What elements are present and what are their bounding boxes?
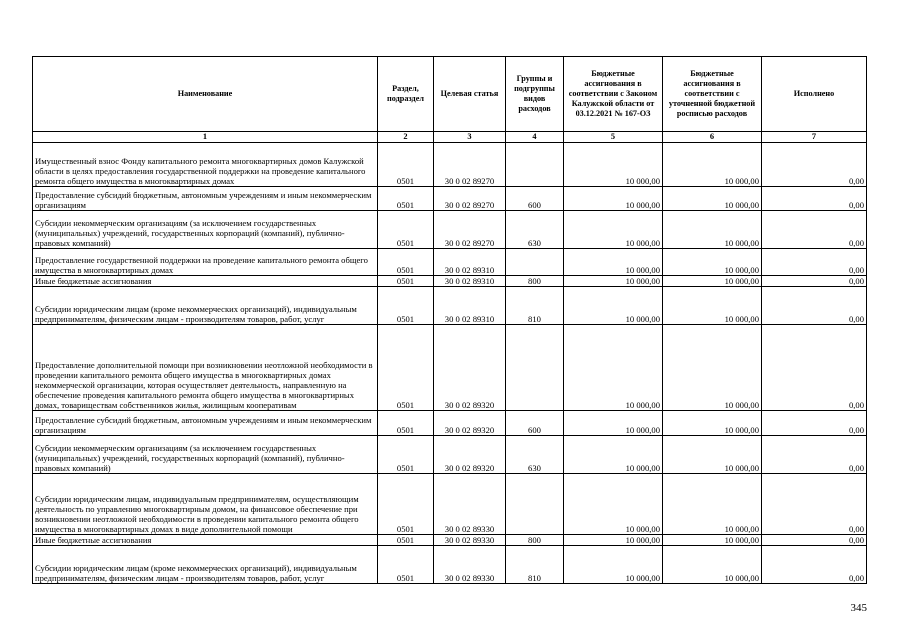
row-group: 630 (506, 436, 564, 474)
table-row (33, 187, 867, 211)
row-law-amount: 10 000,00 (564, 436, 663, 474)
row-group: 810 (506, 546, 564, 584)
row-name: Предоставление государственной поддержки на проведение капитального ремонта общего имущества в многоквартирных домах (33, 249, 378, 276)
table-row (33, 474, 867, 535)
row-refined-amount: 10 000,00 (663, 249, 762, 276)
row-target: 30 0 02 89320 (434, 325, 506, 411)
column-number: 3 (434, 132, 506, 143)
row-target: 30 0 02 89320 (434, 436, 506, 474)
row-target: 30 0 02 89310 (434, 276, 506, 287)
table-row (33, 546, 867, 584)
row-target: 30 0 02 89320 (434, 411, 506, 436)
row-target: 30 0 02 89270 (434, 143, 506, 187)
row-name: Субсидии юридическим лицам (кроме некоммерческих организаций), индивидуальным предпринимателям, физическим лицам - производителям товаров, работ, услуг (33, 546, 378, 584)
row-name: Субсидии некоммерческим организациям (за исключением государственных (муниципальных) учреждений, государственных корпораций (компаний), публично-правовых компаний) (33, 211, 378, 249)
row-group (506, 249, 564, 276)
row-executed-amount: 0,00 (762, 411, 867, 436)
header-section: Раздел, подраздел (378, 57, 434, 132)
row-law-amount: 10 000,00 (564, 535, 663, 546)
header-name: Наименование (33, 57, 378, 132)
table-row (33, 411, 867, 436)
page-number: 345 (850, 602, 867, 614)
row-law-amount: 10 000,00 (564, 411, 663, 436)
table-row (33, 287, 867, 325)
row-refined-amount: 10 000,00 (663, 187, 762, 211)
row-section: 0501 (378, 411, 434, 436)
row-section: 0501 (378, 436, 434, 474)
column-number-row (33, 132, 867, 143)
table-row (33, 276, 867, 287)
row-executed-amount: 0,00 (762, 211, 867, 249)
row-refined-amount: 10 000,00 (663, 143, 762, 187)
row-law-amount: 10 000,00 (564, 287, 663, 325)
header-refined-allocations: Бюджетные ассигнования в соответствии с уточненной бюджетной росписью расходов (663, 57, 762, 132)
row-executed-amount: 0,00 (762, 249, 867, 276)
row-group: 600 (506, 411, 564, 436)
row-section: 0501 (378, 325, 434, 411)
row-section: 0501 (378, 474, 434, 535)
row-name: Иные бюджетные ассигнования (33, 276, 378, 287)
row-target: 30 0 02 89330 (434, 535, 506, 546)
row-law-amount: 10 000,00 (564, 474, 663, 535)
table-row (33, 535, 867, 546)
row-name: Субсидии юридическим лицам, индивидуальным предпринимателям, осуществляющим деятельность по управлению многоквартирным домом, на финансовое обеспечение при возникновении неотложной необходимости в проведении капитального ремонта общего имущества в многоквартирных домах в виде дополнительной помощи (33, 474, 378, 535)
column-number: 6 (663, 132, 762, 143)
column-number: 4 (506, 132, 564, 143)
row-name: Предоставление субсидий бюджетным, автономным учреждениям и иным некоммерческим организациям (33, 187, 378, 211)
column-number: 2 (378, 132, 434, 143)
row-executed-amount: 0,00 (762, 436, 867, 474)
row-executed-amount: 0,00 (762, 143, 867, 187)
row-law-amount: 10 000,00 (564, 187, 663, 211)
row-section: 0501 (378, 187, 434, 211)
table-header-row (33, 57, 867, 132)
row-refined-amount: 10 000,00 (663, 474, 762, 535)
row-executed-amount: 0,00 (762, 474, 867, 535)
row-group (506, 325, 564, 411)
table-row (33, 211, 867, 249)
row-refined-amount: 10 000,00 (663, 325, 762, 411)
row-executed-amount: 0,00 (762, 325, 867, 411)
row-refined-amount: 10 000,00 (663, 546, 762, 584)
row-group: 630 (506, 211, 564, 249)
budget-table (32, 56, 867, 584)
row-target: 30 0 02 89330 (434, 546, 506, 584)
row-name: Предоставление дополнительной помощи при возникновении неотложной необходимости в проведении капитального ремонта общего имущества в многоквартирных домах некоммерческой организации, которая осуществляет деятельность, направленную на обеспечение проведения капитального ремонта общего имущества в многоквартирных домах, товариществам собственников жилья, жилищным кооперативам (33, 325, 378, 411)
row-group: 600 (506, 187, 564, 211)
column-number: 7 (762, 132, 867, 143)
header-target: Целевая статья (434, 57, 506, 132)
column-number: 5 (564, 132, 663, 143)
table-row (33, 143, 867, 187)
row-executed-amount: 0,00 (762, 535, 867, 546)
row-name: Имущественный взнос Фонду капитального ремонта многоквартирных домов Калужской области в целях предоставления государственной поддержки на проведение капитального ремонта общего имущества в многоквартирных домах (33, 143, 378, 187)
row-section: 0501 (378, 535, 434, 546)
row-law-amount: 10 000,00 (564, 546, 663, 584)
row-target: 30 0 02 89270 (434, 187, 506, 211)
header-executed: Исполнено (762, 57, 867, 132)
row-name: Субсидии некоммерческим организациям (за исключением государственных (муниципальных) учреждений, государственных корпораций (компаний), публично-правовых компаний) (33, 436, 378, 474)
row-group: 810 (506, 287, 564, 325)
row-law-amount: 10 000,00 (564, 143, 663, 187)
row-refined-amount: 10 000,00 (663, 535, 762, 546)
table-row (33, 436, 867, 474)
row-target: 30 0 02 89330 (434, 474, 506, 535)
row-executed-amount: 0,00 (762, 276, 867, 287)
row-group (506, 143, 564, 187)
row-law-amount: 10 000,00 (564, 211, 663, 249)
table-row (33, 325, 867, 411)
row-group: 800 (506, 276, 564, 287)
row-law-amount: 10 000,00 (564, 249, 663, 276)
row-executed-amount: 0,00 (762, 187, 867, 211)
row-refined-amount: 10 000,00 (663, 436, 762, 474)
row-target: 30 0 02 89310 (434, 249, 506, 276)
row-refined-amount: 10 000,00 (663, 287, 762, 325)
row-law-amount: 10 000,00 (564, 276, 663, 287)
row-group: 800 (506, 535, 564, 546)
row-group (506, 474, 564, 535)
row-target: 30 0 02 89270 (434, 211, 506, 249)
row-name: Предоставление субсидий бюджетным, автономным учреждениям и иным некоммерческим организациям (33, 411, 378, 436)
row-refined-amount: 10 000,00 (663, 411, 762, 436)
row-section: 0501 (378, 546, 434, 584)
row-executed-amount: 0,00 (762, 287, 867, 325)
row-refined-amount: 10 000,00 (663, 211, 762, 249)
row-law-amount: 10 000,00 (564, 325, 663, 411)
row-section: 0501 (378, 287, 434, 325)
row-section: 0501 (378, 249, 434, 276)
row-section: 0501 (378, 211, 434, 249)
row-executed-amount: 0,00 (762, 546, 867, 584)
row-section: 0501 (378, 143, 434, 187)
row-name: Иные бюджетные ассигнования (33, 535, 378, 546)
header-group: Группы и подгруппы видов расходов (506, 57, 564, 132)
row-section: 0501 (378, 276, 434, 287)
row-refined-amount: 10 000,00 (663, 276, 762, 287)
row-name: Субсидии юридическим лицам (кроме некоммерческих организаций), индивидуальным предпринимателям, физическим лицам - производителям товаров, работ, услуг (33, 287, 378, 325)
row-target: 30 0 02 89310 (434, 287, 506, 325)
header-law-allocations: Бюджетные ассигнования в соответствии с Законом Калужской области от 03.12.2021 № 167-ОЗ (564, 57, 663, 132)
table-row (33, 249, 867, 276)
column-number: 1 (33, 132, 378, 143)
